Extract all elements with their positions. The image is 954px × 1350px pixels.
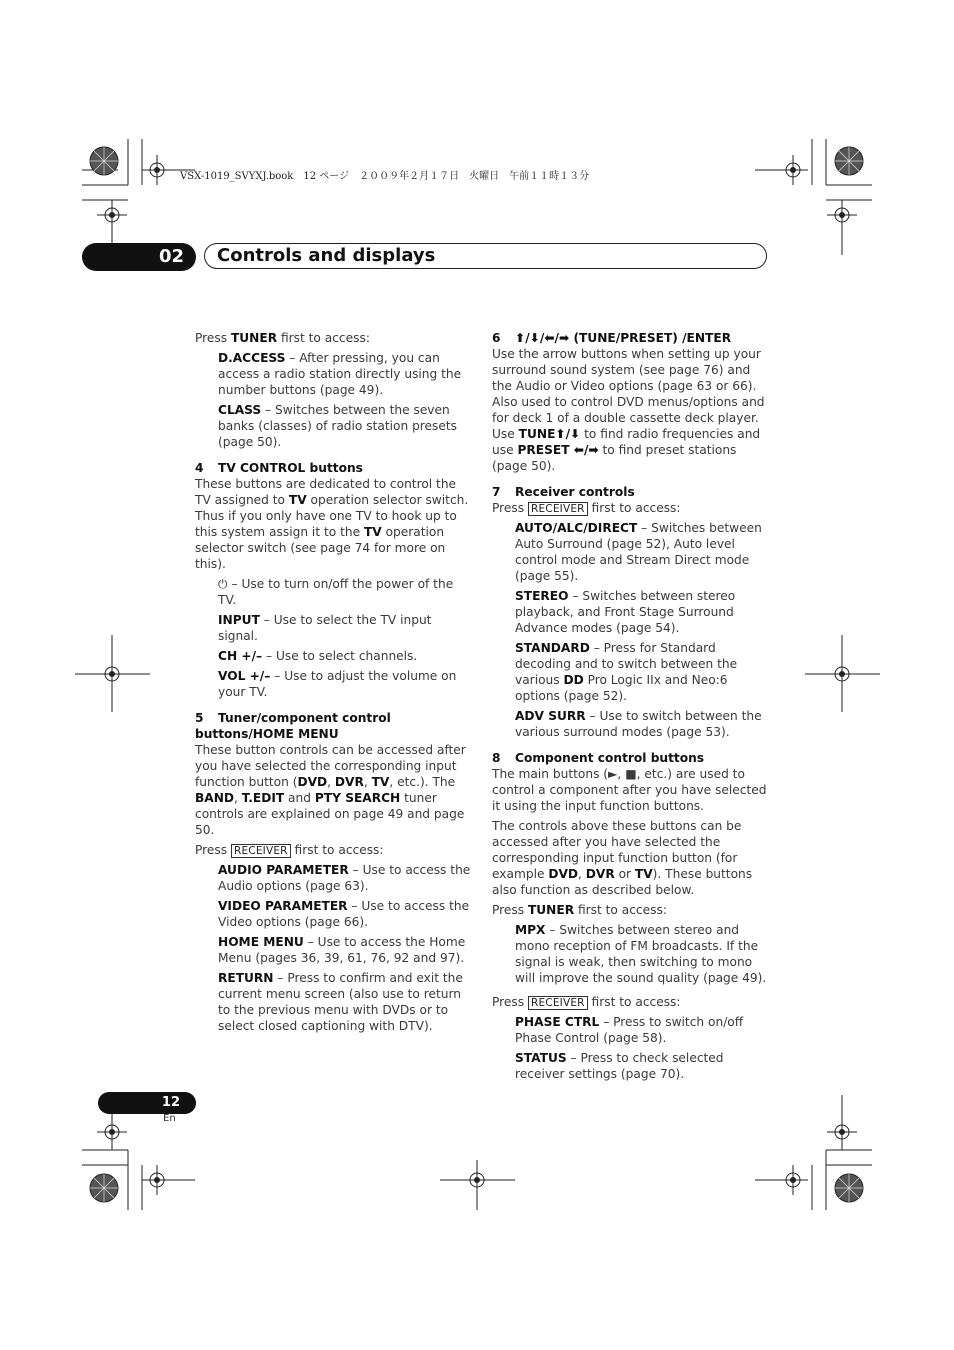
list-item: PHASE CTRL – Press to switch on/off Phase Control (page 58). [515,1015,744,1045]
chapter-title: Controls and displays [204,243,767,269]
printer-slug: VSX-1019_SVYXJ.book 12 ページ ２００９年２月１７日 火曜日 午前１１時１３分 [180,171,590,182]
section-body: The main buttons (►, ■, etc.) are used to control a component after you have selected it using the input function buttons. [492,767,767,813]
section-body: Use the arrow buttons when setting up your surround sound system (see page 76) and the Audio or Video options (page 63 or 66). Also used to control DVD menus/options and for deck 1 of a double cassette deck player. Use TUNE⬆/⬇ to find radio frequencies and use PRESET ⬅/➡ to find preset stations (page 50). [492,347,765,473]
page-language: En [163,1113,176,1124]
list-item: STATUS – Press to check selected receiver settings (page 70). [515,1051,724,1081]
section-body: The controls above these buttons can be accessed after you have selected the corresponding input function button (for example DVD, DVR or TV). These buttons also function as described below. [492,819,753,897]
list-item: RETURN – Press to confirm and exit the current menu screen (also use to return to the previous menu with DVDs or to select closed captioning with DTV). [218,971,463,1033]
page-number: 12 [98,1092,196,1114]
list-item: ⏻ – Use to turn on/off the power of the TV. [218,577,454,607]
list-item: AUTO/ALC/DIRECT – Switches between Auto Surround (page 52), Auto level control mode and Stream Direct mode (page 55). [515,521,762,583]
section-heading: 7 Receiver controls [492,485,635,499]
list-item: STEREO – Switches between stereo playback, and Front Stage Surround Advance modes (page 54). [515,589,736,635]
list-item: VOL +/– – Use to adjust the volume on your TV. [218,669,457,699]
power-icon: ⏻ [218,577,228,591]
left-column [195,330,471,1038]
list-item: CLASS – Switches between the seven banks (classes) of radio station presets (page 50). [218,403,458,449]
arrow-keys-icon: ⬆/⬇/⬅/➡ [515,331,570,345]
tuner-intro: Press TUNER first to access: [492,903,667,917]
list-item: AUDIO PARAMETER – Use to access the Audio options (page 63). [218,863,471,893]
receiver-key: RECEIVER [528,996,588,1010]
receiver-intro: Press RECEIVER first to access: [195,843,384,857]
dolby-logo-icon: DD [563,673,584,687]
section-body: These button controls can be accessed after you have selected the corresponding input function button (DVD, DVR, TV, etc.). The BAND, T.EDIT and PTY SEARCH tuner controls are explained on page 49 and page 50. [195,743,466,837]
list-item: INPUT – Use to select the TV input signal. [218,613,432,643]
section-body: These buttons are dedicated to control the TV assigned to TV operation selector switch. Thus if you only have one TV to hook up to this system assign it to the TV operation selector switch (see page 74 for more on this). [195,477,469,571]
list-item: CH +/– – Use to select channels. [218,649,418,663]
receiver-intro: Press RECEIVER first to access: [492,501,681,515]
list-item: MPX – Switches between stereo and mono reception of FM broadcasts. If the signal is weak, then switching to mono will improve the sound quality (page 49). [515,923,767,985]
tuner-intro: Press TUNER first to access: [195,331,370,345]
list-item: D.ACCESS – After pressing, you can access a radio station directly using the number buttons (page 49). [218,351,462,397]
list-item: STANDARD – Press for Standard decoding and to switch between the various DD Pro Logic IIx and Neo:6 options (page 52). [515,641,738,703]
right-column [492,320,768,1086]
section-heading: 8 Component control buttons [492,751,705,765]
section-heading: 6 ⬆/⬇/⬅/➡ (TUNE/PRESET) /ENTER [492,331,732,345]
chapter-number: 02 [82,243,196,271]
section-heading: 4 TV CONTROL buttons [195,461,363,475]
section-heading: 5 Tuner/component control buttons/HOME MENU [195,711,391,741]
list-item: ADV SURR – Use to switch between the various surround modes (page 53). [515,709,762,739]
receiver-intro: Press RECEIVER first to access: [492,995,681,1009]
list-item: HOME MENU – Use to access the Home Menu (pages 36, 39, 61, 76, 92 and 97). [218,935,466,965]
list-item: VIDEO PARAMETER – Use to access the Video options (page 66). [218,899,470,929]
receiver-key: RECEIVER [528,502,588,516]
receiver-key: RECEIVER [231,844,291,858]
